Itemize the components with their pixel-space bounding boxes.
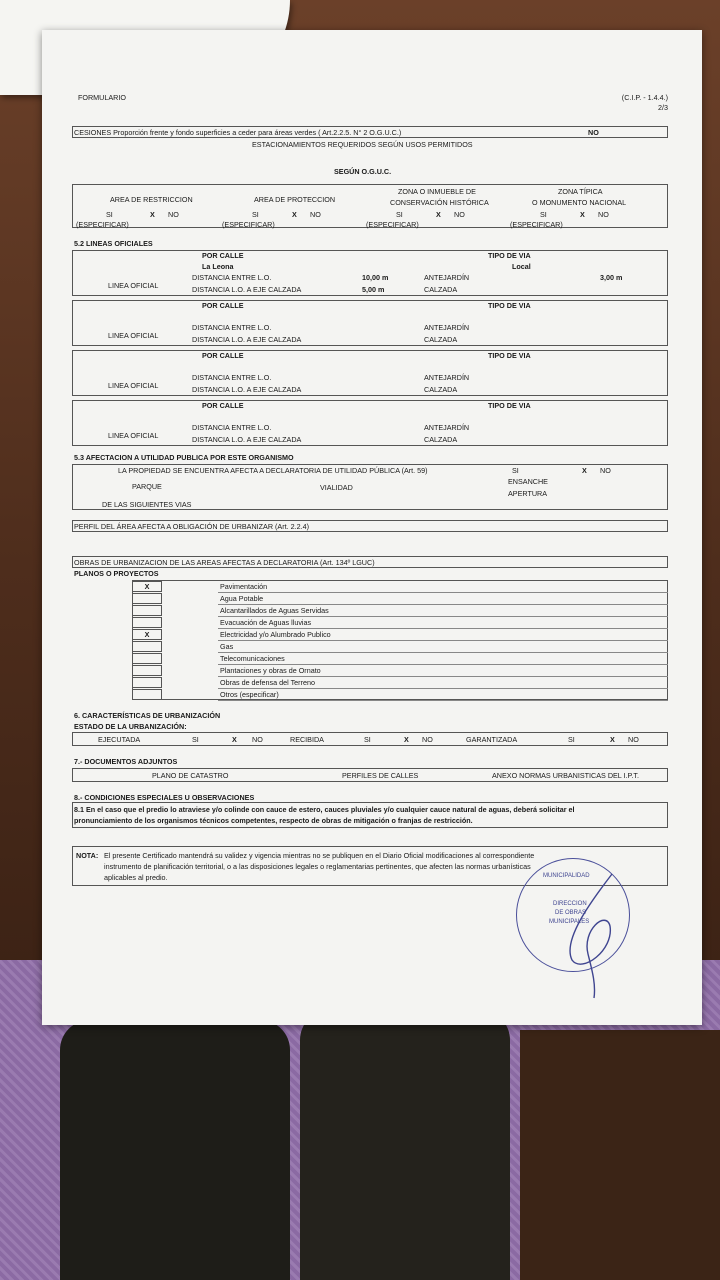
conservacion-historica: CONSERVACIÓN HISTÓRICA (390, 198, 489, 207)
monumento-si: SI (540, 210, 547, 219)
por-calle-3: POR CALLE (202, 351, 244, 360)
afectacion-vias: DE LAS SIGUIENTES VIAS (102, 500, 192, 509)
afectacion-title: 5.3 AFECTACION A UTILIDAD PUBLICA POR ESTE ORGANISMO (74, 453, 294, 462)
stamp-direccion: DIRECCION (553, 901, 587, 907)
plano-row-line (218, 688, 668, 689)
recibida-no: NO (422, 735, 433, 744)
proteccion-si: SI (252, 210, 259, 219)
plano-item-label: Obras de defensa del Terreno (220, 678, 315, 687)
wooden-furniture (520, 1030, 720, 1280)
plano-mark (132, 641, 162, 652)
restriccion-si: SI (106, 210, 113, 219)
plano-mark: X (132, 581, 162, 592)
garantizada-x: X (610, 735, 615, 744)
calzada-3: CALZADA (424, 385, 458, 394)
afectacion-no: NO (600, 466, 611, 475)
cesiones-label: CESIONES Proporción frente y fondo superficies a ceder para áreas verdes ( Art.2.2.5. N° 2 O.G.U.C.) (74, 128, 402, 137)
proteccion-especificar: (ESPECIFICAR) (222, 220, 275, 229)
garantizada-no: NO (628, 735, 639, 744)
dist-eje-1: DISTANCIA L.O. A EJE CALZADA (192, 285, 302, 294)
dist-lo-1: DISTANCIA ENTRE L.O. (192, 273, 272, 282)
formulario-label: FORMULARIO (78, 93, 126, 102)
ejecutada-label: EJECUTADA (98, 735, 141, 744)
tipo-via-1: TIPO DE VIA (488, 251, 531, 260)
nota-line1: El presente Certificado mantendrá su validez y vigencia mientras no se publiquen en el Diario Oficial modificaciones al correspondiente (104, 851, 535, 860)
dist-lo-3: DISTANCIA ENTRE L.O. (192, 373, 272, 382)
por-calle-2: POR CALLE (202, 301, 244, 310)
zona-inmueble: ZONA O INMUEBLE DE (398, 187, 476, 196)
estado-label: ESTADO DE LA URBANIZACIÓN: (74, 722, 187, 731)
conservacion-especificar: (ESPECIFICAR) (366, 220, 419, 229)
antejardin-3: ANTEJARDÍN (424, 373, 470, 382)
via-1-value: Local (512, 262, 531, 271)
zona-tipica: ZONA TÍPICA (558, 187, 603, 196)
form-code: (C.I.P. - 1.4.4.) (621, 93, 668, 102)
linea-block-2 (72, 300, 668, 346)
conservacion-no: NO (454, 210, 465, 219)
conservacion-si: SI (396, 210, 403, 219)
calzada-1: CALZADA (424, 285, 458, 294)
plano-item-label: Telecomunicaciones (220, 654, 285, 663)
linea-oficial-4: LINEA OFICIAL (108, 431, 159, 440)
antejardin-1-value: 3,00 m (600, 273, 623, 282)
plano-item-label: Electricidad y/o Alumbrado Publico (220, 630, 331, 639)
condiciones-title: 8.- CONDICIONES ESPECIALES U OBSERVACIONES (74, 793, 255, 802)
ejecutada-x: X (232, 735, 237, 744)
antejardin-4: ANTEJARDÍN (424, 423, 470, 432)
monumento-no: NO (598, 210, 609, 219)
dist-eje-4: DISTANCIA L.O. A EJE CALZADA (192, 435, 302, 444)
anexo-normas: ANEXO NORMAS URBANISTICAS DEL I.P.T. (492, 771, 639, 780)
conservacion-x: X (436, 210, 441, 219)
linea-oficial-3: LINEA OFICIAL (108, 381, 159, 390)
signature (552, 870, 632, 1000)
recibida-label: RECIBIDA (290, 735, 324, 744)
monumento-nacional: O MONUMENTO NACIONAL (532, 198, 627, 207)
plano-mark: X (132, 629, 162, 640)
stamp-top: MUNICIPALIDAD (543, 873, 590, 879)
calzada-2: CALZADA (424, 335, 458, 344)
antejardin-1: ANTEJARDÍN (424, 273, 470, 282)
plano-row-line (218, 616, 668, 617)
area-restriccion: AREA DE RESTRICCION (110, 195, 193, 204)
recibida-x: X (404, 735, 409, 744)
plano-catastro: PLANO DE CATASTRO (152, 771, 229, 780)
restriccion-especificar: (ESPECIFICAR) (76, 220, 129, 229)
plano-mark (132, 677, 162, 688)
plano-row-line (218, 700, 668, 701)
plano-item-label: Evacuación de Aguas lluvias (220, 618, 312, 627)
proteccion-x: X (292, 210, 297, 219)
plano-mark (132, 617, 162, 628)
plano-mark (132, 593, 162, 604)
condiciones-line2: pronunciamiento de los organismos técnicos competentes, respecto de obras de mitigación o franjas de restricción. (74, 816, 473, 825)
cesiones-value: NO (588, 128, 599, 137)
perfil-label: PERFIL DEL ÁREA AFECTA A OBLIGACIÓN DE URBANIZAR (Art. 2.2.4) (74, 522, 309, 531)
nota-line3: aplicables al predio. (104, 873, 168, 882)
document-sheet (42, 30, 702, 1025)
restriccion-no: NO (168, 210, 179, 219)
plano-item-label: Otros (especificar) (220, 690, 279, 699)
proteccion-no: NO (310, 210, 321, 219)
plano-row-line (218, 676, 668, 677)
plano-row-line (218, 664, 668, 665)
garantizada-si: SI (568, 735, 575, 744)
recibida-si: SI (364, 735, 371, 744)
tipo-via-4: TIPO DE VIA (488, 401, 531, 410)
plano-row-line (218, 604, 668, 605)
estacionamientos-label: ESTACIONAMIENTOS REQUERIDOS SEGÚN USOS PERMITIDOS (252, 140, 473, 149)
documentos-title: 7.- DOCUMENTOS ADJUNTOS (74, 757, 178, 766)
plano-row-line (218, 652, 668, 653)
afectacion-x: X (582, 466, 587, 475)
garantizada-label: GARANTIZADA (466, 735, 518, 744)
por-calle-4: POR CALLE (202, 401, 244, 410)
plano-item-label: Agua Potable (220, 594, 264, 603)
linea-oficial-1: LINEA OFICIAL (108, 281, 159, 290)
ejecutada-si: SI (192, 735, 199, 744)
dist-lo-4: DISTANCIA ENTRE L.O. (192, 423, 272, 432)
afectacion-si: SI (512, 466, 519, 475)
condiciones-line1: 8.1 En el caso que el predio lo atraviese y/o colinde con cauce de estero, cauces pluviales y/o cualquier cauce natural de aguas, deberá solicitar el (74, 805, 575, 814)
caracteristicas-title: 6. CARACTERÍSTICAS DE URBANIZACIÓN (74, 711, 221, 720)
calle-1-value: La Leona (202, 262, 234, 271)
trouser-leg-right (300, 1010, 510, 1280)
area-proteccion: AREA DE PROTECCION (254, 195, 336, 204)
plano-mark (132, 689, 162, 700)
linea-oficial-2: LINEA OFICIAL (108, 331, 159, 340)
trouser-leg-left (60, 1020, 290, 1280)
linea-block-4 (72, 400, 668, 446)
afectacion-propiedad: LA PROPIEDAD SE ENCUENTRA AFECTA A DECLARATORIA DE UTILIDAD PÚBLICA (Art. 59) (118, 466, 428, 475)
afectacion-vialidad: VIALIDAD (320, 483, 353, 492)
afectacion-apertura: APERTURA (508, 489, 548, 498)
plano-mark (132, 653, 162, 664)
monumento-x: X (580, 210, 585, 219)
plano-row-line (218, 628, 668, 629)
plano-mark (132, 665, 162, 676)
dist-lo-1-value: 10,00 m (362, 273, 389, 282)
plano-item-label: Pavimentación (220, 582, 268, 591)
stamp-de-obras: DE OBRAS (555, 910, 587, 916)
calzada-4: CALZADA (424, 435, 458, 444)
plano-item-label: Plantaciones y obras de Ornato (220, 666, 321, 675)
linea-block-3 (72, 350, 668, 396)
stamp-municipales: MUNICIPALES (549, 919, 590, 925)
plano-row-line (218, 592, 668, 593)
plano-item-label: Gas (220, 642, 234, 651)
nota-line2: instrumento de planificación territorial, o a las disposiciones legales o reglamentarias pertinentes, que afecten las normas urbanísticas (104, 862, 531, 871)
por-calle-1: POR CALLE (202, 251, 244, 260)
dist-eje-3: DISTANCIA L.O. A EJE CALZADA (192, 385, 302, 394)
dist-eje-1-value: 5,00 m (362, 285, 385, 294)
restriccion-x: X (150, 210, 155, 219)
ejecutada-no: NO (252, 735, 263, 744)
perfiles-calles: PERFILES DE CALLES (342, 771, 419, 780)
dist-lo-2: DISTANCIA ENTRE L.O. (192, 323, 272, 332)
plano-item-label: Alcantarillados de Aguas Servidas (220, 606, 329, 615)
obras-label: OBRAS DE URBANIZACION DE LAS AREAS AFECTAS A DECLARATORIA (Art. 134º LGUC) (74, 558, 375, 567)
monumento-especificar: (ESPECIFICAR) (510, 220, 563, 229)
plano-row-line (218, 640, 668, 641)
dist-eje-2: DISTANCIA L.O. A EJE CALZADA (192, 335, 302, 344)
planos-title: PLANOS O PROYECTOS (74, 569, 159, 578)
afectacion-parque: PARQUE (132, 482, 162, 491)
tipo-via-3: TIPO DE VIA (488, 351, 531, 360)
page-number: 2/3 (658, 103, 668, 112)
antejardin-2: ANTEJARDÍN (424, 323, 470, 332)
tipo-via-2: TIPO DE VIA (488, 301, 531, 310)
nota-label: NOTA: (76, 851, 99, 860)
segun-oguc: SEGÚN O.G.U.C. (334, 167, 392, 176)
afectacion-ensanche: ENSANCHE (508, 477, 548, 486)
lineas-title: 5.2 LINEAS OFICIALES (74, 239, 153, 248)
plano-mark (132, 605, 162, 616)
